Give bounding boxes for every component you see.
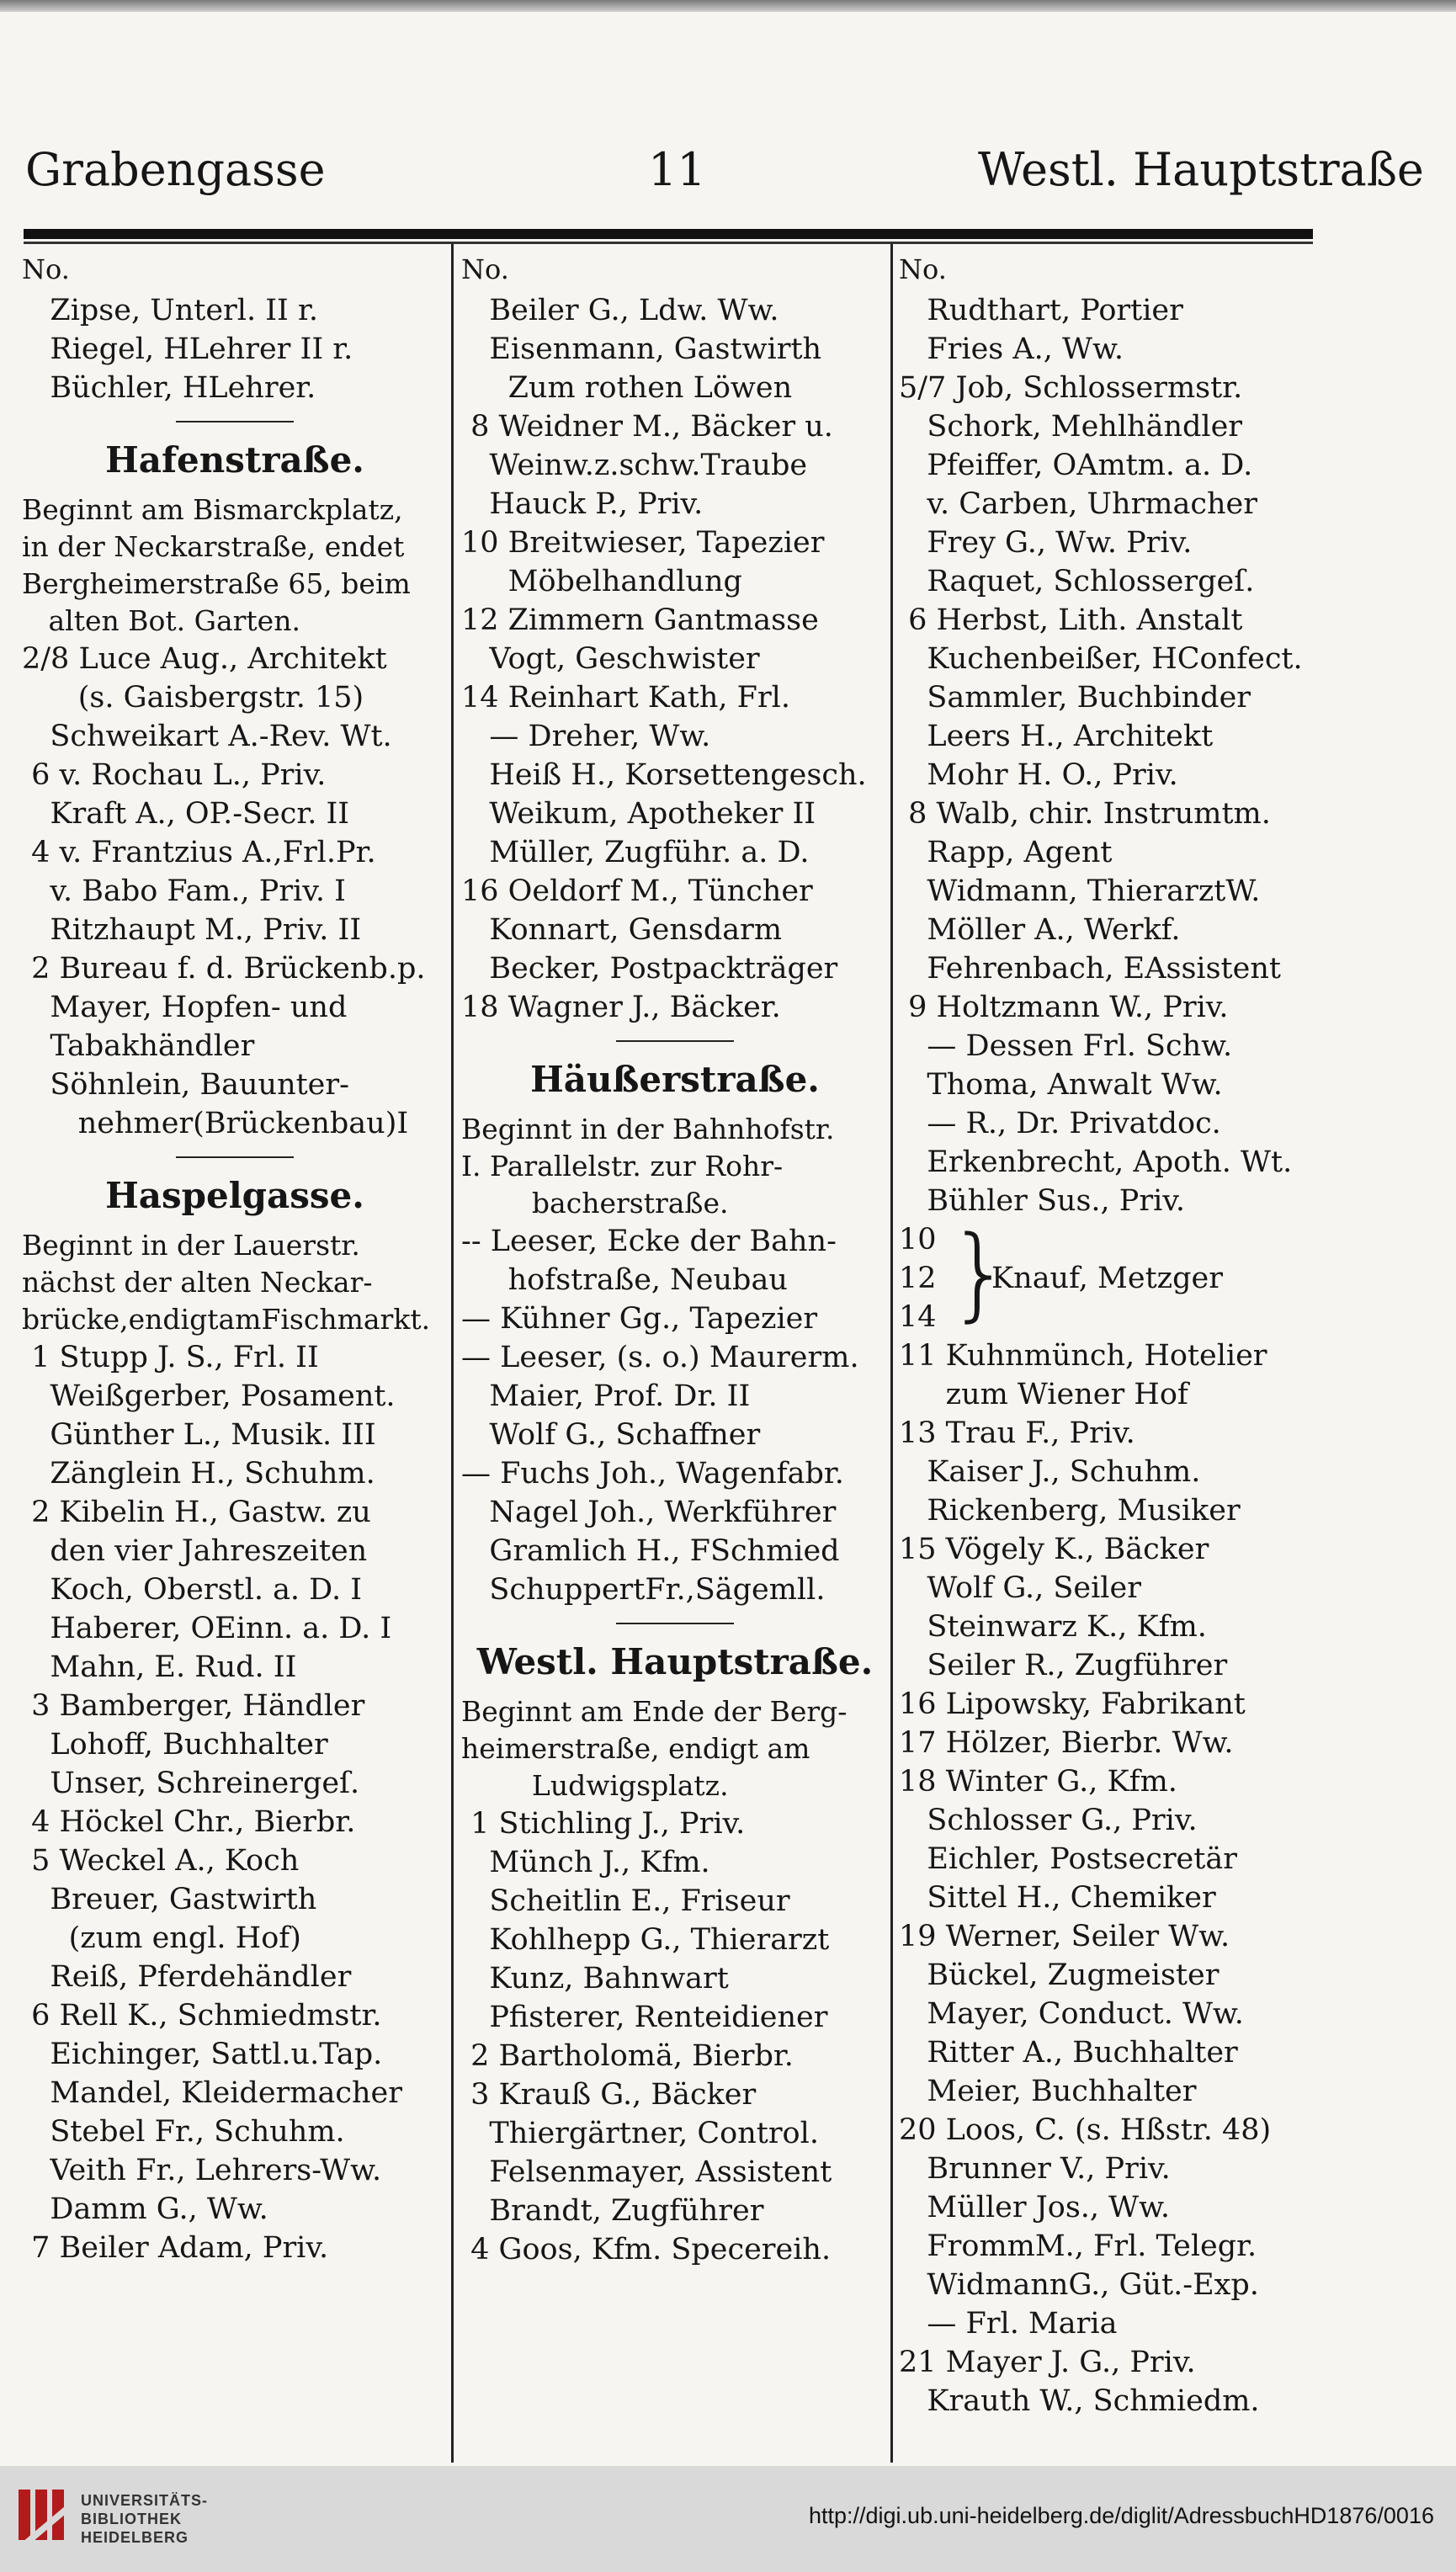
resident-entry: — Kühner Gg., Tapezier [461, 1302, 818, 1336]
resident-entry: Zänglein H., Schuhm. [22, 1457, 375, 1491]
resident-entry: Eichler, Postsecretär [899, 1842, 1237, 1876]
header-rule-thin [24, 242, 1313, 244]
resident-entry: 20 Loos, C. (s. Hßstr. 48) [899, 2113, 1272, 2147]
resident-entry: Brunner V., Priv. [899, 2152, 1171, 2186]
brace-icon: } [948, 1215, 1012, 1332]
section-separator [616, 1623, 734, 1624]
house-numbers [899, 1220, 937, 1336]
resident-entry: Becker, Postpackträger [461, 952, 838, 986]
street-description: nächst der alten Neckar- [22, 1266, 373, 1299]
resident-entry: Erkenbrecht, Apoth. Wt. [899, 1145, 1293, 1179]
resident-entry: Mahn, E. Rud. II [22, 1650, 297, 1684]
resident-entry: 2 Kibelin H., Gastw. zu [22, 1496, 371, 1529]
resident-entry: Eichinger, Sattl.u.Tap. [22, 2038, 383, 2071]
resident-entry: Koch, Oberstl. a. D. I [22, 1573, 363, 1607]
house-number: 12 [899, 1262, 937, 1295]
resident-entry: — Leeser, (s. o.) Maurerm. [461, 1341, 859, 1374]
header-rule [24, 229, 1313, 239]
resident-entry: Haberer, OEinn. a. D. I [22, 1612, 392, 1645]
resident-entry: Knauf, Metzger [991, 1262, 1223, 1295]
resident-entry: Büchler, HLehrer. [22, 371, 316, 405]
resident-entry: 5/7 Job, Schlossermstr. [899, 371, 1243, 405]
resident-entry: 18 Winter G., Kfm. [899, 1765, 1177, 1799]
resident-entry: Schork, Mehlhändler [899, 410, 1243, 444]
resident-entry: Steinwarz K., Kfm. [899, 1610, 1207, 1644]
resident-entry: Bühler Sus., Priv. [899, 1184, 1186, 1218]
resident-entry: (s. Gaisbergstr. 15) [22, 681, 364, 715]
resident-entry: 10 Breitwieser, Tapezier [461, 526, 825, 560]
footer-bar [0, 2466, 1456, 2572]
resident-entry: 16 Oeldorf M., Tüncher [461, 874, 813, 908]
resident-entry: -- Leeser, Ecke der Bahn- [461, 1225, 837, 1258]
resident-entry: v. Babo Fam., Priv. I [22, 874, 346, 908]
resident-entry: 2/8 Luce Aug., Architekt [22, 642, 387, 676]
resident-entry: Leers H., Architekt [899, 720, 1214, 753]
resident-entry: Felsenmayer, Assistent [461, 2155, 832, 2189]
resident-entry: — Dreher, Ww. [461, 720, 711, 753]
column-3 [899, 252, 1320, 2463]
resident-entry: Breuer, Gastwirth [22, 1883, 317, 1916]
library-name [81, 2491, 208, 2547]
street-description: Ludwigsplatz. [461, 1769, 729, 1802]
resident-entry: 15 Vögely K., Bäcker [899, 1533, 1209, 1566]
resident-entry: 8 Weidner M., Bäcker u. [461, 410, 833, 444]
resident-entry: Scheitlin E., Friseur [461, 1884, 790, 1918]
resident-entry: Hauck P., Priv. [461, 487, 704, 521]
page-number: 11 [648, 143, 706, 196]
column-divider [451, 244, 454, 2463]
street-description: heimerstraße, endigt am [461, 1732, 810, 1765]
resident-entry: 6 Herbst, Lith. Anstalt [899, 603, 1243, 637]
resident-entry: Kunz, Bahnwart [461, 1962, 729, 1995]
resident-entry: 4 Höckel Chr., Bierbr. [22, 1805, 356, 1839]
street-heading: Hafenstraße. [105, 439, 364, 481]
column-1 [22, 252, 448, 2463]
running-head-left: Grabengasse [25, 143, 326, 196]
bracketed-entry [899, 1215, 1320, 1336]
resident-entry: Möbelhandlung [461, 565, 742, 598]
resident-entry: Wolf G., Seiler [899, 1571, 1141, 1605]
resident-entry: Pfisterer, Renteidiener [461, 2001, 828, 2034]
resident-entry: Müller, Zugführ. a. D. [461, 836, 810, 869]
resident-entry: Weikum, Apotheker II [461, 797, 816, 831]
resident-entry: Frey G., Ww. Priv. [899, 526, 1193, 560]
resident-entry: Mayer, Conduct. Ww. [899, 1997, 1244, 2031]
resident-entry: Rudthart, Portier [899, 294, 1183, 327]
resident-entry: 3 Bamberger, Händler [22, 1689, 365, 1723]
section-separator [176, 421, 294, 422]
resident-entry: 6 v. Rochau L., Priv. [22, 758, 327, 792]
resident-entry: Mohr H. O., Priv. [899, 758, 1178, 792]
resident-entry: — Frl. Maria [899, 2307, 1118, 2341]
resident-entry: Möller A., Werkf. [899, 913, 1181, 947]
resident-entry: Vogt, Geschwister [461, 642, 760, 676]
resident-entry: Rapp, Agent [899, 836, 1113, 869]
running-head-right: Westl. Hauptstraße [978, 143, 1424, 196]
resident-entry: — Dessen Frl. Schw. [899, 1029, 1233, 1063]
library-name-line: HEIDELBERG [81, 2529, 189, 2546]
resident-entry: Fries A., Ww. [899, 332, 1124, 366]
resident-entry: 11 Kuhnmünch, Hotelier [899, 1339, 1267, 1373]
resident-entry: Gramlich H., FSchmied [461, 1534, 840, 1568]
resident-entry: Eisenmann, Gastwirth [461, 332, 822, 366]
resident-entry: Fehrenbach, EAssistent [899, 952, 1281, 986]
street-description: in der Neckarstraße, endet [22, 530, 405, 563]
resident-entry: 4 v. Frantzius A.,Frl.Pr. [22, 836, 376, 869]
library-logo-icon [17, 2484, 71, 2553]
source-url-link[interactable]: http://digi.ub.uni-heidelberg.de/diglit/AdressbuchHD1876/0016 [808, 2503, 1434, 2528]
street-heading: Westl. Hauptstraße. [476, 1641, 874, 1682]
resident-entry: 12 Zimmern Gantmasse [461, 603, 819, 637]
resident-entry: 21 Mayer J. G., Priv. [899, 2346, 1196, 2379]
street-description: Beginnt in der Lauerstr. [22, 1229, 360, 1262]
resident-entry: Stebel Fr., Schuhm. [22, 2115, 345, 2149]
section-separator [176, 1156, 294, 1158]
resident-entry: WidmannG., Güt.-Exp. [899, 2268, 1259, 2302]
resident-entry: 1 Stichling J., Priv. [461, 1807, 746, 1841]
resident-entry: Sittel H., Chemiker [899, 1881, 1216, 1915]
resident-entry: 18 Wagner J., Bäcker. [461, 991, 781, 1024]
resident-entry: Zum rothen Löwen [461, 371, 793, 405]
resident-entry: Lohoff, Buchhalter [22, 1728, 328, 1762]
resident-entry: — R., Dr. Privatdoc. [899, 1107, 1221, 1140]
resident-entry: Riegel, HLehrer II r. [22, 332, 353, 366]
resident-entry: Seiler R., Zugführer [899, 1649, 1228, 1682]
column-divider [890, 244, 893, 2463]
resident-entry: 2 Bartholomä, Bierbr. [461, 2039, 794, 2073]
resident-entry: Pfeiffer, OAmtm. a. D. [899, 449, 1253, 482]
resident-entry: 14 Reinhart Kath, Frl. [461, 681, 790, 715]
resident-entry: Beiler G., Ldw. Ww. [461, 294, 779, 327]
resident-entry: 3 Krauß G., Bäcker [461, 2078, 757, 2112]
resident-entry: den vier Jahreszeiten [22, 1534, 368, 1568]
street-description: Bergheimerstraße 65, beim [22, 567, 411, 600]
resident-entry: Ritzhaupt M., Priv. II [22, 913, 362, 947]
resident-entry: Konnart, Gensdarm [461, 913, 783, 947]
resident-entry: Bückel, Zugmeister [899, 1958, 1220, 1992]
resident-entry: 4 Goos, Kfm. Specereih. [461, 2233, 832, 2266]
resident-entry: 8 Walb, chir. Instrumtm. [899, 797, 1271, 831]
resident-entry: Mandel, Kleidermacher [22, 2076, 402, 2110]
resident-entry: Schweikart A.-Rev. Wt. [22, 720, 392, 753]
resident-entry: 19 Werner, Seiler Ww. [899, 1920, 1230, 1953]
resident-entry: Wolf G., Schaffner [461, 1418, 761, 1452]
number-column-heading: No. [22, 253, 70, 285]
resident-entry: Meier, Buchhalter [899, 2075, 1197, 2108]
resident-entry: 13 Trau F., Priv. [899, 1416, 1135, 1450]
street-heading: Haspelgasse. [105, 1175, 364, 1216]
resident-entry: Günther L., Musik. III [22, 1418, 376, 1452]
resident-entry: Weißgerber, Posament. [22, 1379, 396, 1413]
resident-entry: 2 Bureau f. d. Brückenb.p. [22, 952, 426, 986]
resident-entry: Schlosser G., Priv. [899, 1804, 1198, 1837]
house-number: 14 [899, 1300, 937, 1334]
library-name-line: BIBLIOTHEK [81, 2511, 182, 2527]
resident-entry: Brandt, Zugführer [461, 2194, 764, 2228]
resident-entry: Thiergärtner, Control. [461, 2117, 819, 2150]
street-description: Beginnt in der Bahnhofstr. [461, 1113, 835, 1145]
resident-entry: Sammler, Buchbinder [899, 681, 1251, 715]
resident-entry: (zum engl. Hof) [22, 1921, 301, 1955]
resident-entry: Rickenberg, Musiker [899, 1494, 1241, 1528]
resident-entry: Söhnlein, Bauunter- [22, 1068, 349, 1102]
resident-entry: Kuchenbeißer, HConfect. [899, 642, 1303, 676]
resident-entry: 1 Stupp J. S., Frl. II [22, 1341, 319, 1374]
resident-entry: Müller Jos., Ww. [899, 2191, 1171, 2224]
resident-entry: Reiß, Pferdehändler [22, 1960, 352, 1994]
resident-entry: 9 Holtzmann W., Priv. [899, 991, 1229, 1024]
resident-entry: hofstraße, Neubau [461, 1263, 788, 1297]
resident-entry: Widmann, ThierarztW. [899, 874, 1261, 908]
resident-entry: SchuppertFr.,Sägemll. [461, 1573, 826, 1607]
resident-entry: v. Carben, Uhrmacher [899, 487, 1257, 521]
number-column-heading: No. [899, 253, 947, 285]
resident-entry: Krauth W., Schmiedm. [899, 2384, 1260, 2418]
resident-entry: 7 Beiler Adam, Priv. [22, 2231, 329, 2265]
resident-entry: Heiß H., Korsettengesch. [461, 758, 867, 792]
column-2 [461, 252, 889, 2463]
section-separator [616, 1040, 734, 1042]
street-description: brücke,endigtamFischmarkt. [22, 1303, 431, 1336]
resident-entry: Tabakhändler [22, 1029, 255, 1063]
street-description: Beginnt am Ende der Berg- [461, 1695, 848, 1728]
resident-entry: nehmer(Brückenbau)I [22, 1107, 409, 1140]
library-name-line: UNIVERSITÄTS- [81, 2492, 209, 2509]
resident-entry: FrommM., Frl. Telegr. [899, 2229, 1257, 2263]
resident-entry: Maier, Prof. Dr. II [461, 1379, 751, 1413]
resident-entry: 17 Hölzer, Bierbr. Ww. [899, 1726, 1234, 1760]
resident-entry: Raquet, Schlossergeſ. [899, 565, 1255, 598]
resident-entry: Nagel Joh., Werkführer [461, 1496, 837, 1529]
resident-entry: Zipse, Unterl. II r. [22, 294, 318, 327]
house-number: 10 [899, 1223, 937, 1257]
resident-entry: Damm G., Ww. [22, 2192, 268, 2226]
resident-entry: Kraft A., OP.-Secr. II [22, 797, 350, 831]
resident-entry: Unser, Schreinergeſ. [22, 1767, 360, 1800]
street-heading: Häußerstraße. [530, 1059, 820, 1100]
number-column-heading: No. [461, 253, 509, 285]
resident-entry: Veith Fr., Lehrers-Ww. [22, 2154, 382, 2187]
resident-entry: Münch J., Kfm. [461, 1846, 710, 1879]
resident-entry: Kohlhepp G., Thierarzt [461, 1923, 830, 1957]
resident-entry: 6 Rell K., Schmiedmstr. [22, 1999, 382, 2033]
resident-entry: — Fuchs Joh., Wagenfabr. [461, 1457, 844, 1491]
street-description: alten Bot. Garten. [22, 604, 300, 637]
resident-entry: 5 Weckel A., Koch [22, 1844, 300, 1878]
resident-entry: Weinw.z.schw.Traube [461, 449, 808, 482]
resident-entry: Kaiser J., Schuhm. [899, 1455, 1201, 1489]
resident-entry: Mayer, Hopfen- und [22, 991, 348, 1024]
resident-entry: 16 Lipowsky, Fabrikant [899, 1687, 1246, 1721]
resident-entry: Thoma, Anwalt Ww. [899, 1068, 1223, 1102]
street-description: bacherstraße. [461, 1187, 729, 1220]
top-edge [0, 0, 1456, 12]
resident-entry: Ritter A., Buchhalter [899, 2036, 1238, 2070]
street-description: I. Parallelstr. zur Rohr- [461, 1150, 784, 1182]
resident-entry: zum Wiener Hof [899, 1378, 1188, 1411]
street-description: Beginnt am Bismarckplatz, [22, 493, 403, 526]
